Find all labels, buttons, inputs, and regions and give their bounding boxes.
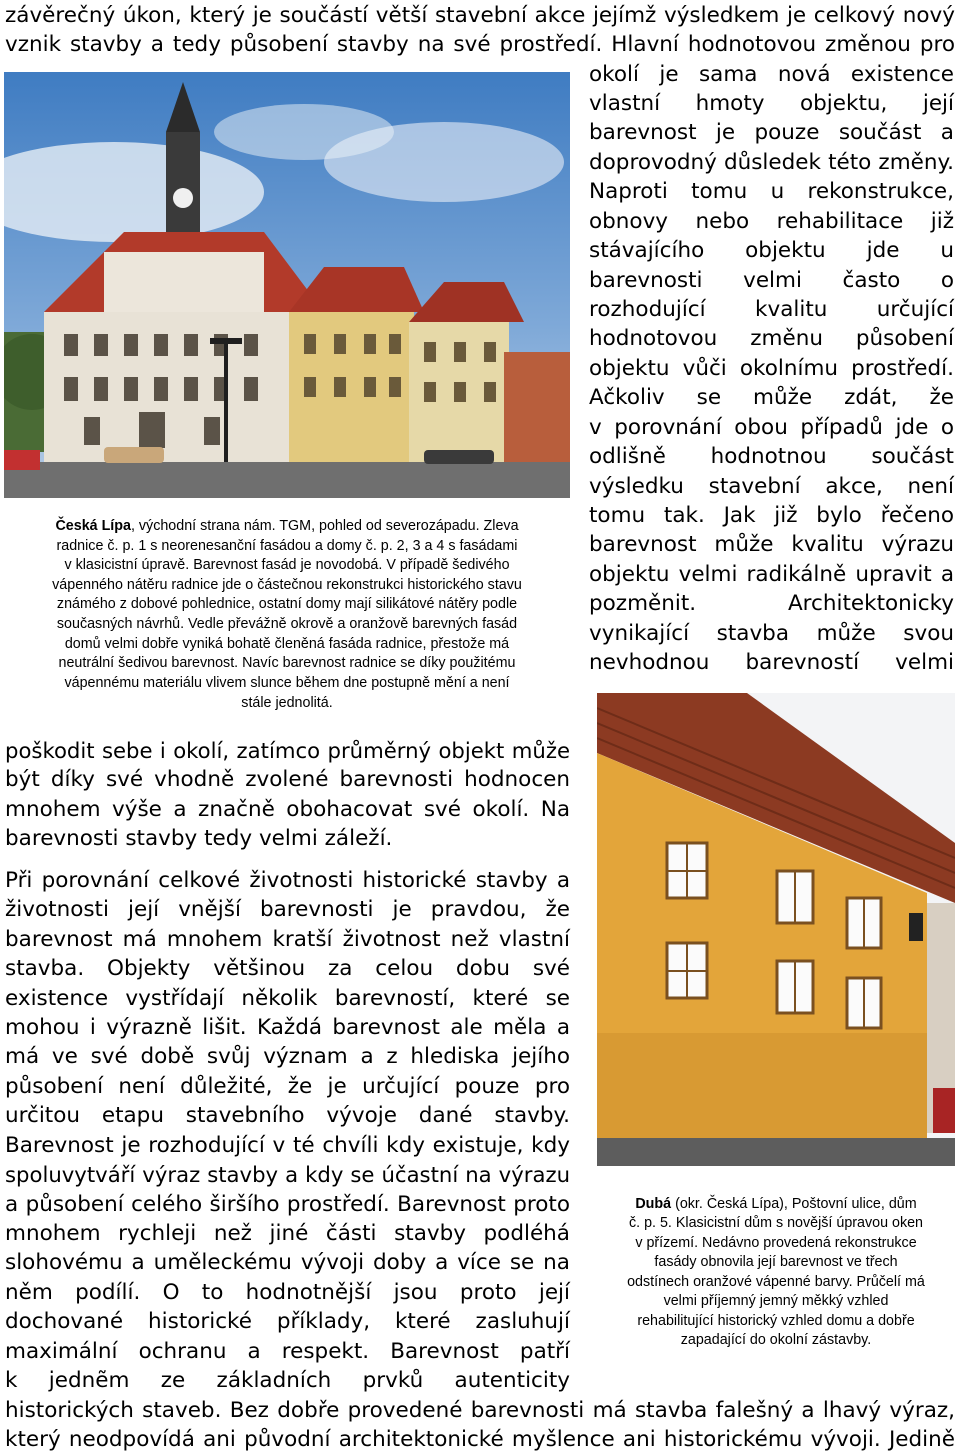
text-line: barevnost má mnohem kratší životnost než vlastní (5, 927, 570, 952)
text-line: nevhodnou barevností velmi (589, 650, 954, 675)
text-line: slohovému a uměleckému vývoji doby a více se na (5, 1250, 570, 1275)
text-line: Barevnost je rozhodující v té chvíli kdy existuje, kdy (5, 1133, 570, 1158)
text-line: vynikající stavba může svou (589, 621, 954, 646)
caption-line: velmi příjemný jemný měkký vzhled (663, 1293, 889, 1309)
text-line: maximální ochranu a respekt. Barevnost patří (5, 1339, 570, 1364)
text-line: mnohem výše a značně obohacovat své okolí. Na (5, 797, 570, 822)
caption-place-name: Česká Lípa (55, 518, 131, 534)
caption-line: v přízemí. Nedávno provedená rekonstrukce (635, 1235, 917, 1251)
text-line: závěrečný úkon, který je součástí větší stavební akce jejímž výsledkem je celkový nový (5, 3, 955, 28)
text-line: který neodpovídá ani původní architektonické myšlence ani historickému vývoji. Jedině (5, 1427, 955, 1452)
text-line: hodnotovou změnu působení (589, 326, 954, 351)
caption-line: domů velmi dobře vyniká bohatě členěná fasáda radnice, přestože má (64, 636, 510, 652)
caption-line: vápennému materiálu vlivem slunce během dne postupně mění a není (64, 675, 510, 691)
text-line: barevnosti velmi často o (589, 268, 954, 293)
text-line: určitou etapu stavebního vývoje dané stavby. (5, 1103, 570, 1128)
caption-line: v klasicistní úpravě. Barevnost fasád je novodobá. V případě šedivého (64, 557, 510, 573)
text-line: stavba. Objekty většinou za celou dobu své (5, 956, 570, 981)
caption-line: neutrální šedivou barevnost. Navíc barevnost radnice se díky použitému (58, 655, 516, 671)
caption-line: fasády obnovila její barevnost ve třech (654, 1254, 898, 1270)
text-line: působení není důležité, že je určující pouze pro (5, 1074, 570, 1099)
text-line: stávajícího objektu jde u (589, 238, 954, 263)
text-line: Naproti tomu u rekonstrukce, (589, 179, 954, 204)
text-line: historických staveb. Bez dobře provedené barevnosti má stavba falešný a lhavý výraz, (5, 1398, 955, 1423)
caption-line: Česká Lípa, východní strana nám. TGM, pohled od severozápadu. Zleva (55, 518, 519, 534)
text-line: vznik stavby a tedy působení stavby na své prostředí. Hlavní hodnotovou změnou pro (5, 32, 955, 57)
text-line: objektu velmi radikálně upravit a (589, 562, 954, 587)
caption-line: současných návrhů. Vedle převážně okrově a oranžově barevných fasád (56, 616, 518, 632)
text-line: mohou i výrazně lišit. Každá barevnost ale měla a (5, 1015, 570, 1040)
text-line: mnohem rychleji než jiné části stavby podléhá (5, 1221, 570, 1246)
text-line: být díky své vhodně zvolené barevnosti hodnocen (5, 767, 570, 792)
text-line: barevnost je pouze součást a (589, 120, 954, 145)
town-square-illustration (4, 72, 570, 498)
text-line: obnovy nebo rehabilitace již (589, 209, 954, 234)
photo-ceska-lipa (4, 72, 570, 498)
text-line: Při porovnání celkové životnosti historické stavby a (5, 868, 570, 893)
caption-place-name: Dubá (635, 1196, 672, 1212)
caption-line: Dubá (okr. Česká Lípa), Poštovní ulice, dům (635, 1196, 917, 1212)
caption-line: č. p. 5. Klasicistní dům s novější úpravou oken (628, 1215, 924, 1231)
text-line: spoluvytváří výraz stavby a kdy se účastní na výrazu (5, 1162, 570, 1187)
caption-line: rehabilitující historický vzhled domu a dobře (637, 1313, 915, 1329)
text-line: něm podílí. O to hodnotnější jsou proto její (5, 1280, 570, 1305)
text-line: má ve své době svůj význam a z hlediska jejího (5, 1044, 570, 1069)
text-line: životnosti její vnější barevnosti je pravdou, že (5, 897, 570, 922)
text-line: okolí je sama nová existence (589, 62, 954, 87)
caption-line: známého z dobové pohlednice, ostatní domy mají silikátové nátěry podle (56, 596, 518, 612)
text-line: existence vystřídají několik barevností, které se (5, 986, 570, 1011)
caption-line: stále jednolitá. (241, 695, 333, 711)
text-line: poškodit sebe i okolí, zatímco průměrný objekt může (5, 738, 570, 763)
text-line: rozhodující kvalitu určující (589, 297, 954, 322)
text-line: barevnost může kvalitu výrazu (589, 532, 954, 557)
text-line: objektu vůči okolnímu prostředí. (589, 356, 954, 381)
text-line: dochované historické příklady, které zasluhují (5, 1309, 570, 1334)
text-line: pozměnit. Architektonicky (589, 591, 954, 616)
caption-line: odstínech oranžové vápenné barvy. Průčelí má (627, 1274, 925, 1290)
caption-line: vápenného nátěru radnice jde o částečnou rekonstrukci historického stavu (52, 577, 522, 593)
text-line: Ačkoliv se může zdát, že (589, 385, 954, 410)
photo-duba (597, 693, 955, 1166)
text-line: výsledku stavební akce, není (589, 474, 954, 499)
text-line: tomu tak. Jak již bylo řečeno (589, 503, 954, 528)
caption-line: radnice č. p. 1 s neorenesanční fasádou a domy č. p. 2, 3 a 4 s fasádami (56, 538, 518, 554)
text-line: k jednẽm ze základních prvků autenticity (5, 1368, 570, 1393)
caption-line: zapadající do okolní zástavby. (680, 1332, 872, 1348)
text-line: doprovodný důsledek této změny. (589, 150, 954, 175)
text-line: v porovnání obou případů jde o (589, 415, 954, 440)
text-line: odlišně hodnotnou součást (589, 444, 954, 469)
text-line: a působení celého širšího prostředí. Barevnost proto (5, 1192, 570, 1217)
text-line: vlastní hmoty objektu, její (589, 91, 954, 116)
text-line: barevnosti stavby tedy velmi záleží. (5, 826, 393, 851)
orange-house-illustration (597, 693, 955, 1166)
